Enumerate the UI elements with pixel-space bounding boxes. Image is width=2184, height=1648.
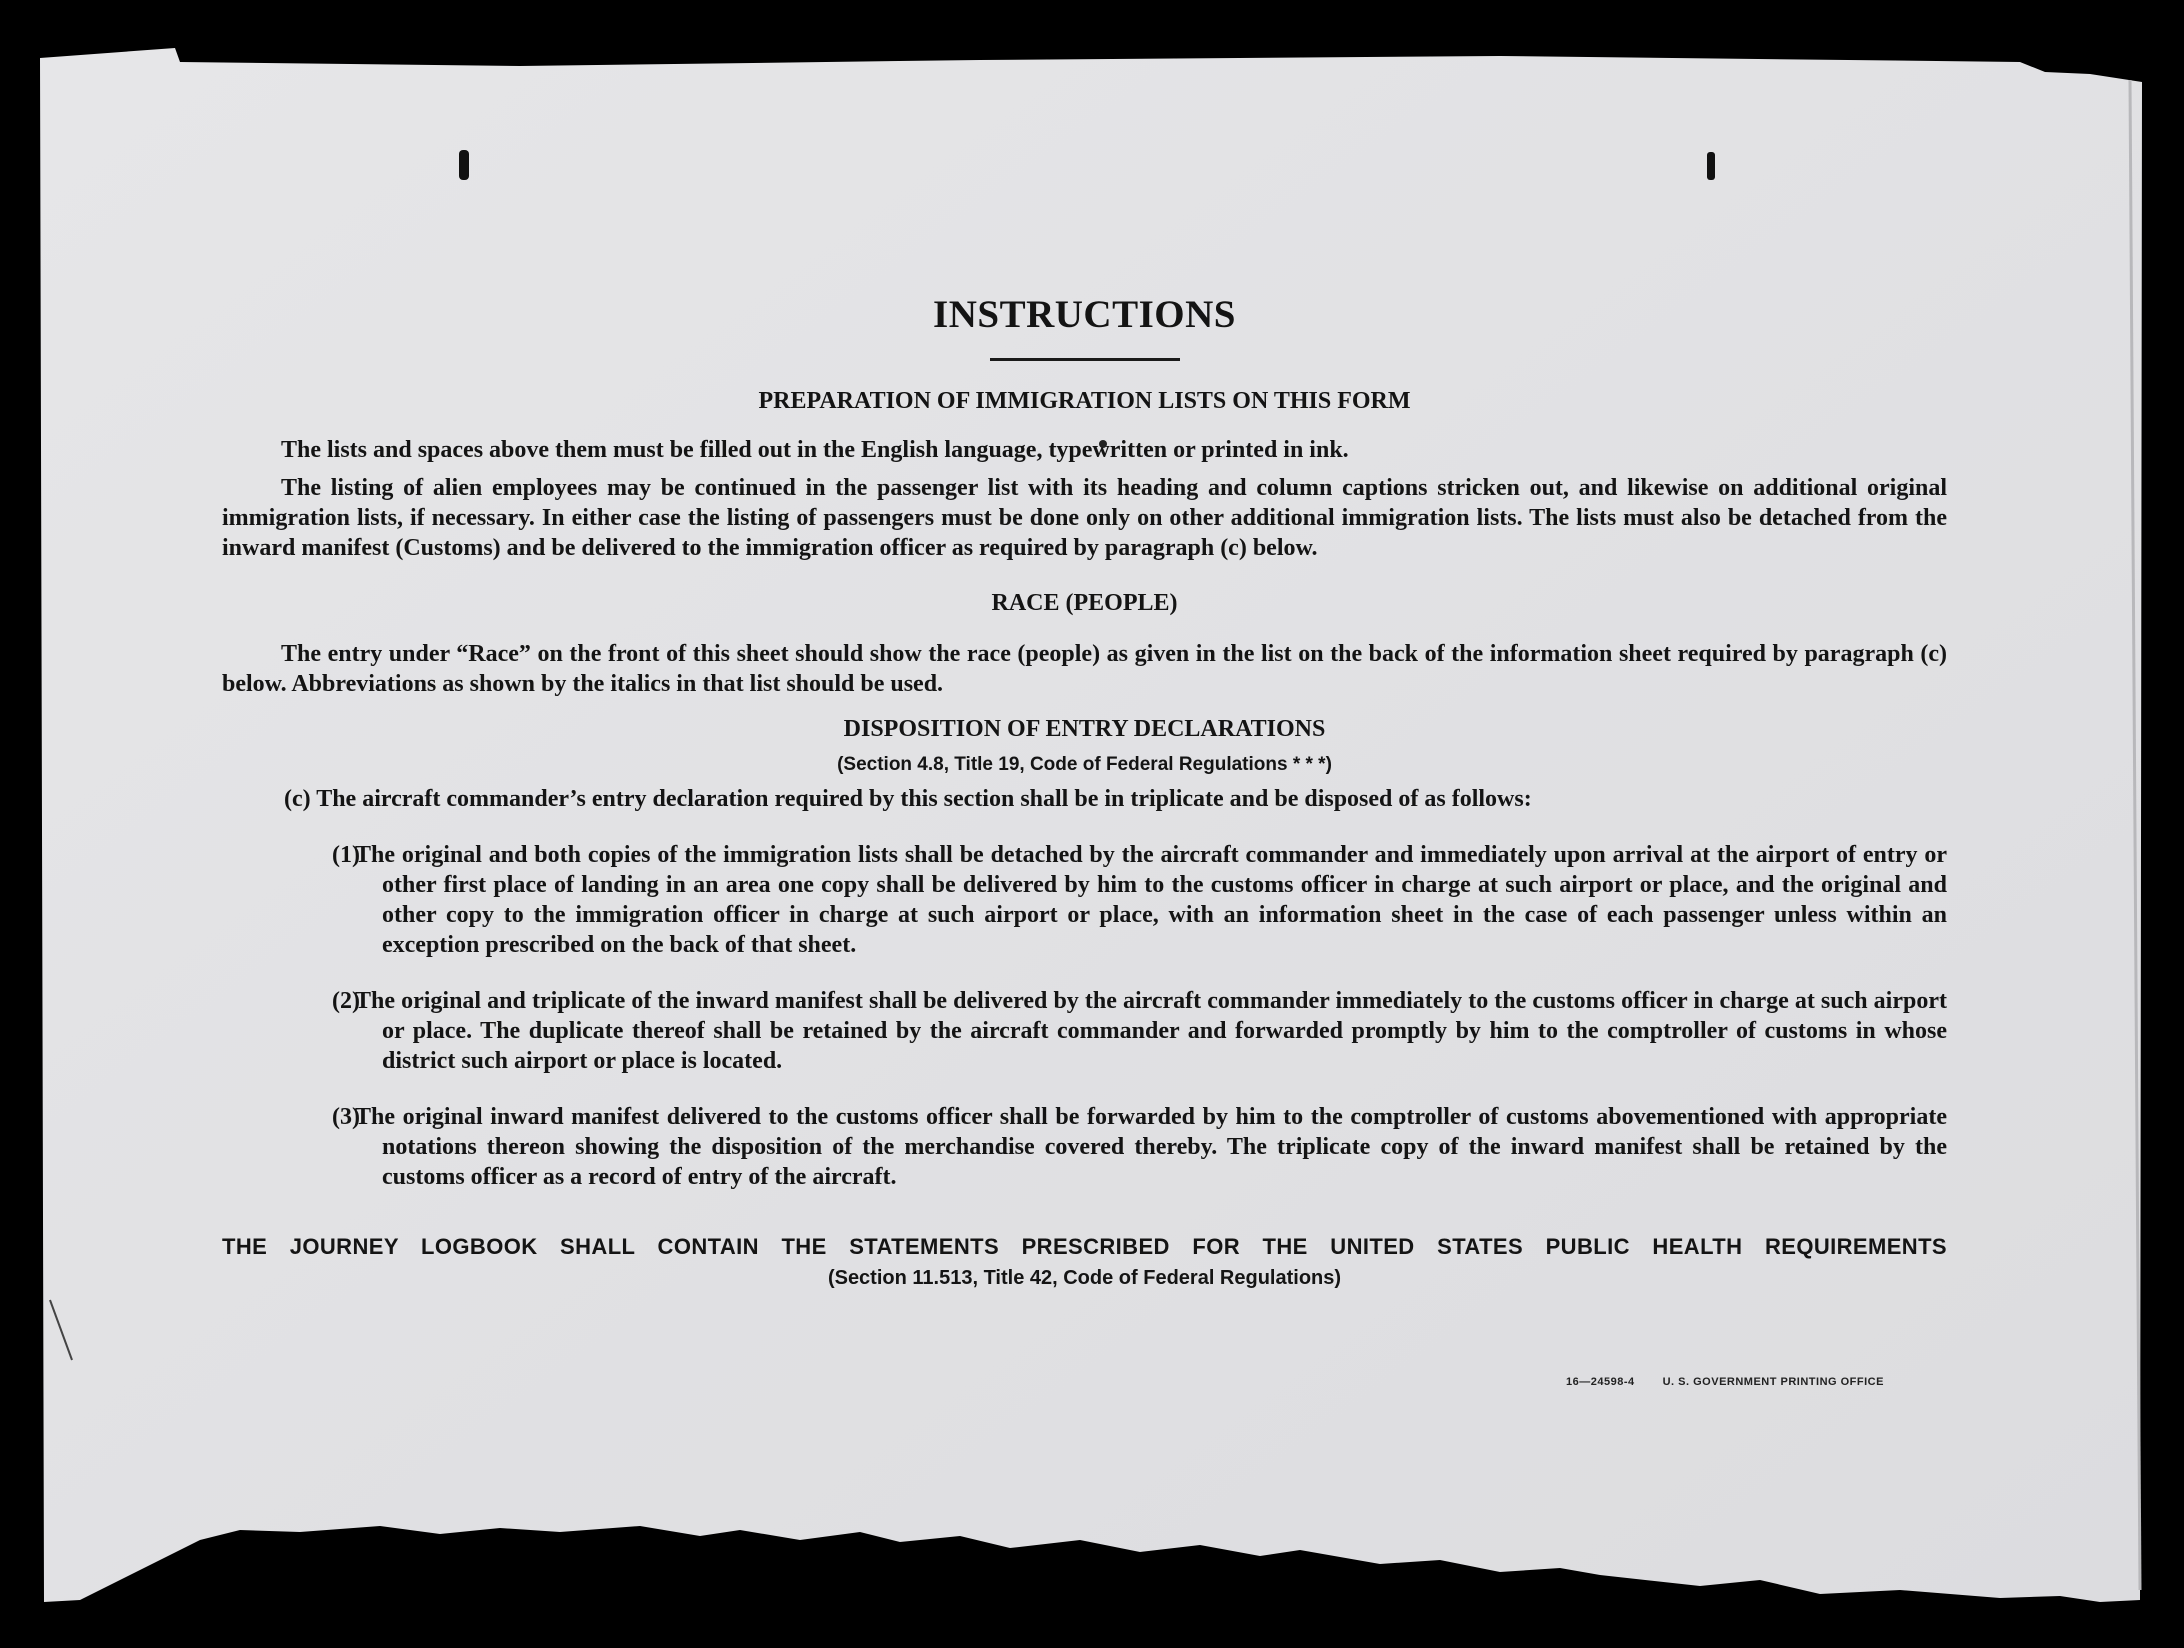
disposition-item-2 [332, 986, 1947, 1076]
logbook-heading: THE JOURNEY LOGBOOK SHALL CONTAIN THE STATEMENTS PRESCRIBED FOR THE UNITED STATES PUBLIC HEALTH REQUIREMENTS [222, 1234, 1947, 1259]
form-number: 16—24598-4 [1566, 1376, 1635, 1388]
race-paragraph: The entry under “Race” on the front of this sheet should show the race (people) as given in the list on the back of the information sheet required by paragraph (c) below. Abbreviations as shown by the italics in that list should be used. [222, 641, 1947, 697]
item-text: The original and triplicate of the inward manifest shall be delivered by the aircraft commander immediately to the customs officer in charge at such airport or place. The duplicate thereof shall be retained by the aircraft commander and forwarded promptly by him to the comptroller of customs in whose district such airport or place is located. [355, 988, 1947, 1074]
item-number: (1) [332, 842, 360, 868]
instructions-content [222, 285, 1947, 1288]
printer-name: U. S. GOVERNMENT PRINTING OFFICE [1662, 1376, 1884, 1388]
logbook-citation: (Section 11.513, Title 42, Code of Federal Regulations) [827, 1267, 1342, 1289]
race-heading: RACE (PEOPLE) [991, 590, 1178, 616]
preparation-paragraph-2: The listing of alien employees may be continued in the passenger list with its heading and column captions stricken out, and likewise on additional original immigration lists, if necessary. In either case the listing of passengers must be done only on other additional immigration lists. The lists must also be detached from the inward manifest (Customs) and be delivered to the immigration officer as required by paragraph (c) below. [222, 475, 1947, 561]
preparation-paragraph-1: The lists and spaces above them must be filled out in the English language, typewritten or printed in ink. [281, 437, 1349, 463]
disposition-heading: DISPOSITION OF ENTRY DECLARATIONS [843, 716, 1326, 742]
title-underline [990, 358, 1180, 361]
disposition-item-1 [332, 840, 1947, 960]
disposition-citation: (Section 4.8, Title 19, Code of Federal Regulations * * *) [837, 754, 1332, 775]
item-text: The original inward manifest delivered to the customs officer shall be forwarded by him to the comptroller of customs abovementioned with appropriate notations thereon showing the disposition of the merchandise covered thereby. The triplicate copy of the inward manifest shall be retained by the customs officer as a record of entry of the aircraft. [355, 1104, 1947, 1190]
printer-imprint [1566, 1376, 1884, 1388]
disposition-intro: (c) The aircraft commander’s entry declaration required by this section shall be in triplicate and be disposed of as follows: [284, 786, 1532, 812]
disposition-item-3 [332, 1102, 1947, 1192]
item-number: (2) [332, 988, 360, 1014]
item-number: (3) [332, 1104, 360, 1130]
preparation-heading: PREPARATION OF IMMIGRATION LISTS ON THIS FORM [758, 388, 1411, 414]
page-title: INSTRUCTIONS [933, 293, 1236, 336]
item-text: The original and both copies of the immigration lists shall be detached by the aircraft commander and immediately upon arrival at the airport of entry or other first place of landing in an area one copy shall be delivered by him to the customs officer in charge at such airport or place, and the original and other copy to the immigration officer in charge at such airport or place, with an information sheet in the case of each passenger unless within an exception prescribed on the back of that sheet. [355, 842, 1947, 958]
